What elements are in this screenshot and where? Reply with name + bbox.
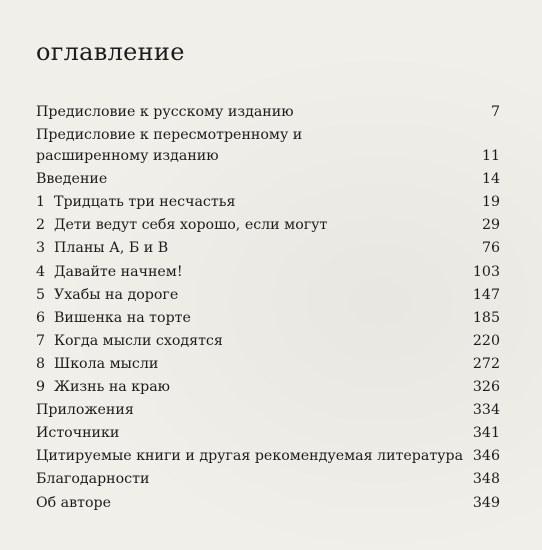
- toc-entry-label: Приложения: [36, 402, 134, 419]
- toc-entry-number: 5: [36, 286, 46, 303]
- toc-entry: [36, 262, 500, 283]
- toc-entry-label: Цитируемые книги и другая рекомендуемая литература: [36, 448, 464, 465]
- toc-entry-number: 9: [36, 379, 46, 396]
- toc-entry-page: 349: [472, 494, 500, 511]
- toc-entry: [36, 469, 500, 490]
- toc-entry-label: Вишенка на торте: [54, 309, 191, 326]
- toc-entry-page: 272: [472, 355, 500, 372]
- toc-entry-label: Тридцать три несчастья: [54, 194, 236, 211]
- toc-entry-number: 1: [36, 194, 46, 211]
- toc-entry-label: Планы А, Б и В: [54, 240, 169, 257]
- toc-entry-number: 6: [36, 309, 46, 326]
- page-title: оглавление: [36, 38, 185, 66]
- toc-entry: [36, 446, 500, 467]
- toc-entry-page: 326: [472, 379, 500, 396]
- toc-entry-page: 19: [481, 194, 500, 211]
- toc-entry: [36, 125, 500, 167]
- toc-entry-label: Школа мысли: [54, 355, 159, 372]
- toc-entry-page: 341: [472, 425, 500, 442]
- toc-entry-page: 147: [472, 286, 500, 303]
- toc-entry-number: 4: [36, 263, 46, 280]
- table-of-contents: [36, 102, 500, 516]
- toc-entry: [36, 331, 500, 352]
- toc-entry: [36, 169, 500, 190]
- toc-entry-number: 7: [36, 332, 46, 349]
- toc-entry-page: 14: [481, 171, 500, 188]
- toc-entry-page: 185: [472, 309, 500, 326]
- toc-entry: [36, 493, 500, 514]
- toc-entry-page: 7: [490, 104, 500, 120]
- toc-entry: [36, 354, 500, 375]
- toc-entry-page: 76: [481, 240, 500, 257]
- toc-entry-page: 220: [472, 332, 500, 349]
- toc-entry-page: 348: [472, 471, 500, 488]
- toc-entry-label: Жизнь на краю: [54, 379, 171, 396]
- toc-entry: [36, 423, 500, 444]
- toc-entry-page: 29: [481, 217, 500, 234]
- toc-entry-label: Предисловие к пересмотренному и расширенному изданию: [36, 127, 303, 165]
- toc-entry-label: Введение: [36, 171, 108, 188]
- toc-entry-page: 11: [481, 148, 500, 165]
- toc-entry-label: Источники: [36, 425, 120, 442]
- toc-entry: [36, 215, 500, 236]
- toc-entry-number: 2: [36, 217, 46, 234]
- toc-entry-page: 334: [472, 402, 500, 419]
- toc-entry-number: 8: [36, 355, 46, 372]
- toc-entry: [36, 238, 500, 259]
- toc-entry: [36, 308, 500, 329]
- toc-entry: [36, 192, 500, 213]
- toc-entry-label: Дети ведут себя хорошо, если могут: [54, 217, 328, 234]
- toc-entry: [36, 102, 500, 123]
- toc-entry-label: Предисловие к русскому изданию: [36, 104, 294, 120]
- toc-entry-label: Благодарности: [36, 471, 150, 488]
- toc-entry-page: 346: [472, 448, 500, 465]
- toc-entry-label: Об авторе: [36, 494, 111, 511]
- toc-entry-page: 103: [472, 263, 500, 280]
- toc-entry: [36, 285, 500, 306]
- toc-entry-label: Когда мысли сходятся: [54, 332, 223, 349]
- toc-entry-label: Ухабы на дороге: [54, 286, 179, 303]
- toc-entry-number: 3: [36, 240, 46, 257]
- toc-entry: [36, 377, 500, 398]
- toc-entry: [36, 400, 500, 421]
- toc-entry-label: Давайте начнем!: [54, 263, 183, 280]
